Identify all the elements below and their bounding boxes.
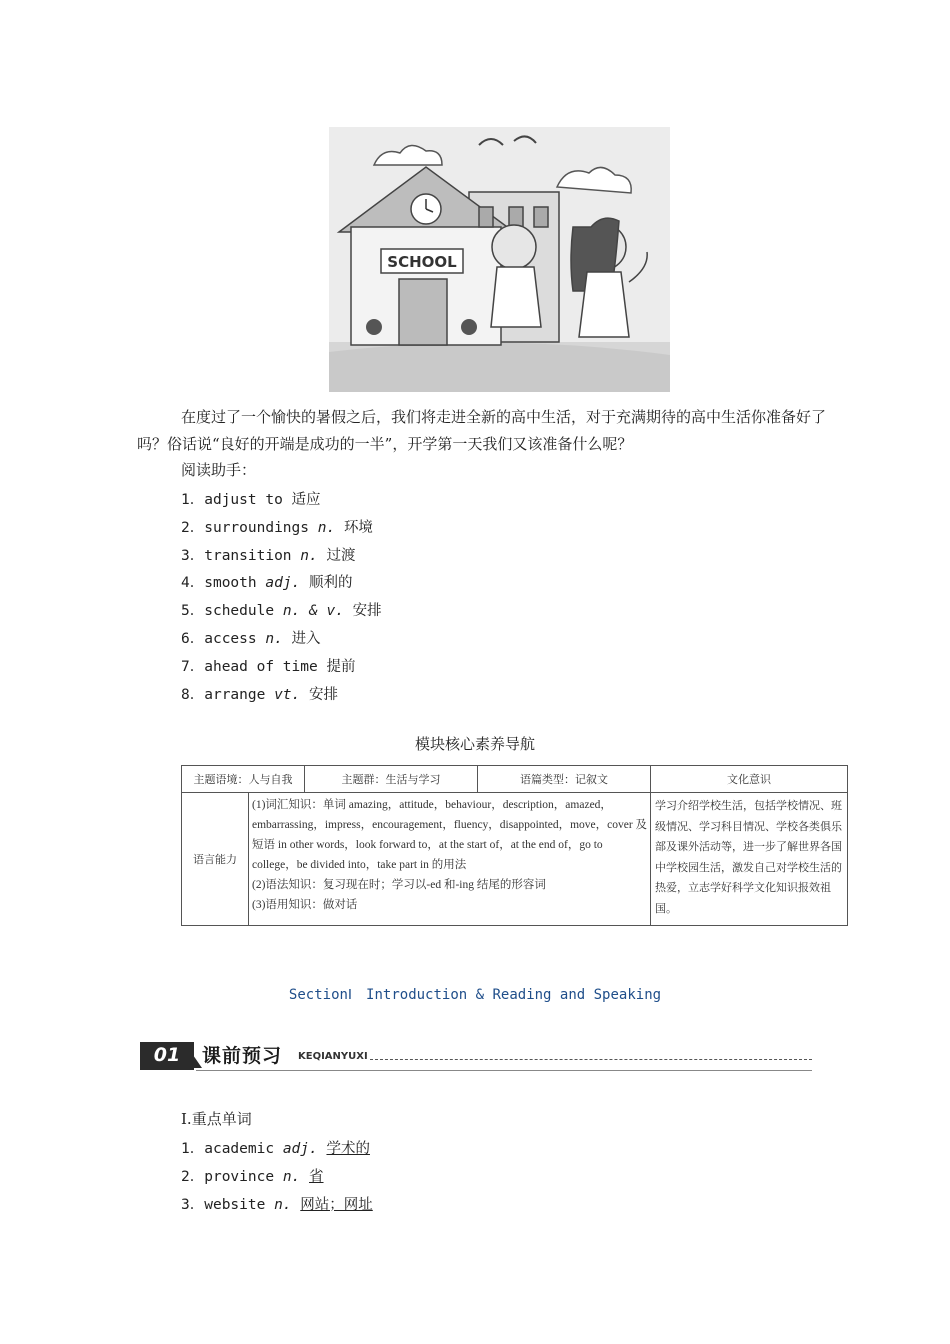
- table-header-cell: 主题语境：人与自我: [182, 766, 305, 793]
- answer-text: 学术的: [326, 1141, 370, 1157]
- answer-text: 省: [309, 1168, 324, 1185]
- list-item: 1．adjust to 适应: [181, 492, 321, 508]
- key-words-list: [181, 1136, 373, 1219]
- table-row: [182, 793, 848, 926]
- list-item: 5．schedule n. & v. 安排: [181, 603, 382, 620]
- banner-number: 01: [140, 1042, 194, 1068]
- list-item: 7．ahead of time 提前: [181, 658, 356, 675]
- banner-pinyin: KEQIANYUXI: [298, 1051, 368, 1062]
- list-item: 3．website n. 网站；网址: [181, 1196, 373, 1213]
- school-illustration: [329, 127, 670, 392]
- answer-text: 网站；网址: [300, 1196, 373, 1213]
- list-item: 2．province n. 省: [181, 1168, 324, 1185]
- list-item: 8．arrange vt. 安排: [181, 686, 339, 703]
- core-literacy-table: [181, 765, 848, 926]
- reading-helper-label: 阅读助手：: [181, 461, 257, 479]
- table-row: [182, 766, 848, 793]
- banner-title: 课前预习: [202, 1045, 283, 1067]
- intro-paragraph: 在度过了一个愉快的暑假之后，我们将走进全新的高中生活，对于充满期待的高中生活你准备好了吗？俗话说“良好的开端是成功的一半”，开学第一天我们又该准备什么呢？: [137, 408, 827, 453]
- list-item: 6．access n. 进入: [181, 630, 321, 647]
- pragmatic-knowledge-text: (3)语用知识：做对话: [252, 899, 358, 911]
- school-sign-text: SCHOOL: [387, 253, 457, 271]
- section-title: SectionⅠ Introduction & Reading and Speaking: [288, 987, 662, 1003]
- vocab-knowledge-text: (1)词汇知识：单词 amazing，attitude，behaviour，description，amazed，embarrassing，impress，encouragement，fluency，disappointed，move，cover 及短语 in other words，look forward to，at the start of，at the end of，go to college，be divided into，take part in 的用法: [252, 799, 648, 871]
- table-row-label: 语言能力: [182, 793, 249, 926]
- table-title: 模块核心素养导航: [414, 735, 535, 753]
- banner-divider: [370, 1059, 812, 1060]
- language-ability-cell: [249, 793, 651, 926]
- table-header-cell: 文化意识: [651, 766, 848, 793]
- reading-helper-list: [181, 487, 382, 709]
- grammar-knowledge-text: (2)语法知识：复习现在时；学习以-ed 和-ing 结尾的形容词: [252, 879, 546, 891]
- list-item: 1．academic adj. 学术的: [181, 1141, 370, 1157]
- list-item: 4．smooth adj. 顺利的: [181, 575, 353, 592]
- cultural-awareness-cell: 学习介绍学校生活，包括学校情况、班级情况、学习科目情况、学校各类俱乐部及课外活动等，进一步了解世界各国中学校园生活，激发自己对学校生活的热爱，立志学好科学文化知识报效祖国。: [651, 793, 848, 926]
- preview-banner: [140, 1040, 812, 1072]
- table-header-cell: 主题群：生活与学习: [305, 766, 478, 793]
- list-item: 3．transition n. 过渡: [181, 547, 356, 564]
- key-words-heading: Ⅰ.重点单词: [181, 1110, 252, 1128]
- table-header-cell: 语篇类型：记叙文: [478, 766, 651, 793]
- list-item: 2．surroundings n. 环境: [181, 519, 373, 536]
